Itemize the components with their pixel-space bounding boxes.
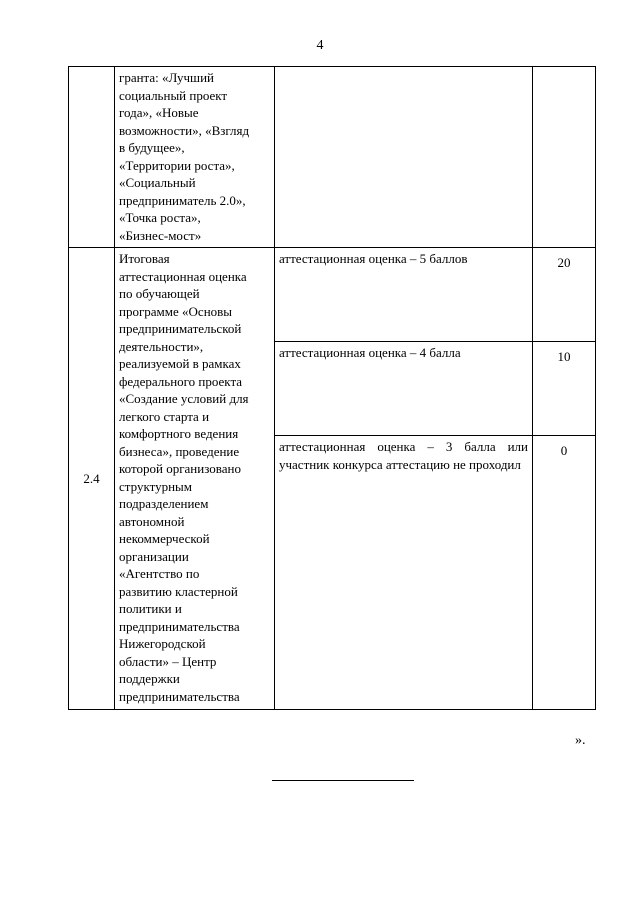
score-cell: 10 [533,342,596,436]
score-cell [533,67,596,248]
page-number: 4 [316,38,324,53]
evaluation-cell [275,67,533,248]
score-cell: 0 [533,436,596,710]
criteria-cell: гранта: «Лучший социальный проект года», «Новые возможности», «Взгляд в будущее», «Территории роста», «Социальный предприниматель 2.0», «Точка роста», «Бизнес-мост» [115,67,275,248]
criteria-cell: Итоговая аттестационная оценка по обучающей программе «Основы предпринимательской деятельности», реализуемой в рамках федерального проекта «Создание условий для легкого старта и комфортного ведения бизнеса», проведение которой организовано структурным подразделением автономной некоммерческой организации «Агентство по развитию кластерной политики и предпринимательства Нижегородской области» – Центр поддержки предпринимательства [115,248,275,710]
evaluation-cell: аттестационная оценка – 4 балла [275,342,533,436]
closing-quote: ». [575,733,586,748]
score-cell: 20 [533,248,596,342]
signature-line [272,780,414,781]
table-row [69,248,596,342]
table-row [69,67,596,248]
evaluation-cell: аттестационная оценка – 5 баллов [275,248,533,342]
criteria-table [68,66,596,710]
item-number-cell: 2.4 [69,248,115,710]
evaluation-cell: аттестационная оценка – 3 балла или участник конкурса аттестацию не проходил [275,436,533,710]
item-number-cell [69,67,115,248]
